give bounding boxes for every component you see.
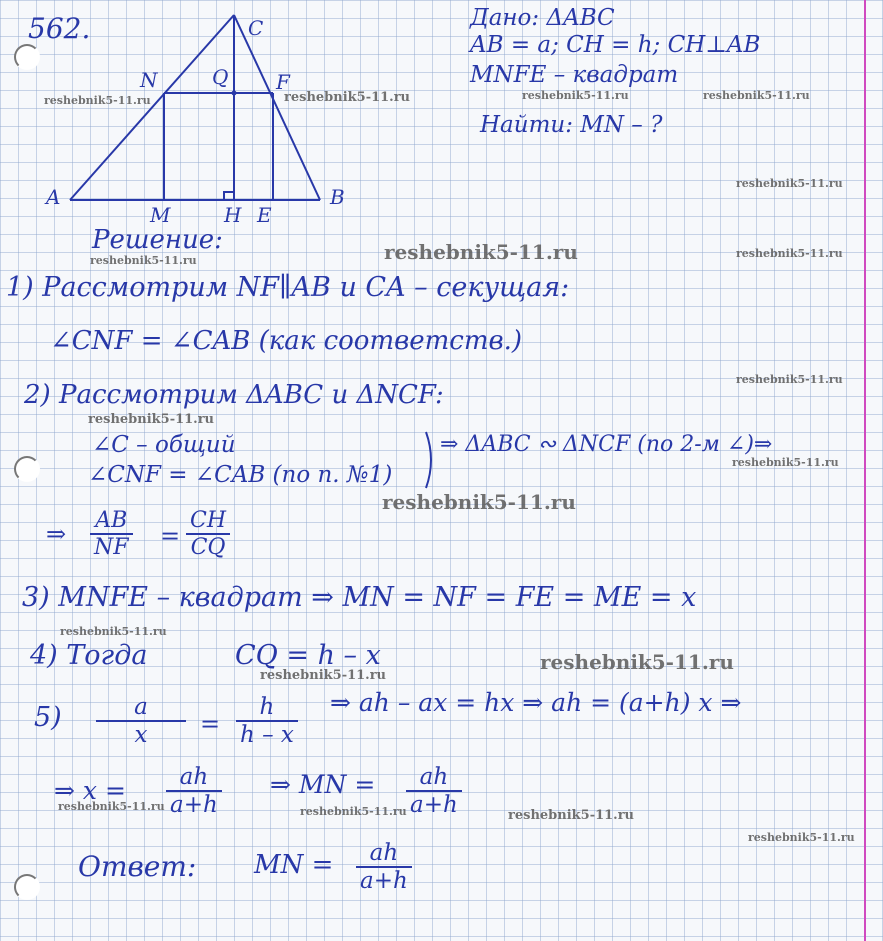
solution-x-numerator: ah bbox=[179, 764, 209, 790]
label-m: M bbox=[150, 203, 171, 227]
watermark: reshebnik5-11.ru bbox=[58, 800, 165, 813]
side-ac bbox=[70, 15, 234, 200]
binder-hole bbox=[14, 456, 40, 482]
find-line: Найти: MN – ? bbox=[480, 112, 663, 138]
step-3: 3) MNFE – квадрат ⇒ MN = NF = FE = ME = x bbox=[22, 582, 697, 613]
step-4-label: 4) Тогда bbox=[30, 640, 148, 671]
answer-denominator: a+h bbox=[360, 868, 408, 894]
step-1-line-1: 1) Рассмотрим NF∥AB и CA – секущая: bbox=[6, 272, 570, 303]
watermark: reshebnik5-11.ru bbox=[44, 94, 151, 107]
answer-label: Ответ: bbox=[78, 850, 197, 883]
solution-x-fraction bbox=[166, 764, 222, 818]
step-6-prefix: ⇒ x = bbox=[54, 776, 126, 805]
proportion-h-hx-numerator: h bbox=[259, 694, 275, 720]
solution-title: Решение: bbox=[92, 225, 223, 255]
solution-x-denominator: a+h bbox=[170, 792, 218, 818]
watermark: reshebnik5-11.ru bbox=[736, 247, 843, 260]
step-2-line-1: 2) Рассмотрим ΔABC и ΔNCF: bbox=[24, 380, 444, 410]
solution-mn-fraction bbox=[406, 764, 462, 818]
watermark: reshebnik5-11.ru bbox=[732, 456, 839, 469]
step-2-conclusion: ⇒ ΔABC ∾ ΔNCF (по 2-м ∠)⇒ bbox=[440, 432, 773, 457]
right-angle-mark bbox=[224, 192, 234, 200]
watermark: reshebnik5-11.ru bbox=[88, 412, 215, 427]
given-line-3: MNFE – квадрат bbox=[470, 62, 679, 88]
ratio-ab-nf-numerator: AB bbox=[95, 508, 128, 533]
answer-prefix: MN = bbox=[254, 850, 334, 880]
given-line-2: AB = a; CH = h; CH⊥AB bbox=[470, 32, 761, 58]
label-q: Q bbox=[212, 65, 229, 89]
step-2-line-2: ∠C – общий bbox=[92, 432, 236, 458]
watermark: reshebnik5-11.ru bbox=[703, 89, 810, 102]
problem-number: 562. bbox=[28, 12, 91, 45]
proportion-h-hx-denominator: h – x bbox=[240, 722, 294, 748]
proportion-equals: = bbox=[200, 710, 221, 738]
step-2-ratio-arrow: ⇒ bbox=[46, 520, 67, 548]
given-line-1: Дано: ΔABC bbox=[470, 5, 615, 31]
watermark: reshebnik5-11.ru bbox=[736, 177, 843, 190]
answer-fraction bbox=[356, 840, 412, 894]
watermark: reshebnik5-11.ru bbox=[382, 490, 576, 514]
ratio-ch-cq-denominator: CQ bbox=[190, 535, 226, 560]
step-5-label: 5) bbox=[34, 702, 62, 733]
ratio-ch-cq bbox=[186, 508, 230, 560]
proportion-a-x-denominator: x bbox=[134, 722, 148, 748]
step-2-brace bbox=[424, 430, 438, 490]
watermark: reshebnik5-11.ru bbox=[284, 90, 411, 105]
side-bc bbox=[234, 15, 320, 200]
watermark: reshebnik5-11.ru bbox=[522, 89, 629, 102]
watermark: reshebnik5-11.ru bbox=[384, 240, 578, 264]
solution-mn-denominator: a+h bbox=[410, 792, 458, 818]
notebook-margin-line bbox=[864, 0, 866, 941]
watermark: reshebnik5-11.ru bbox=[60, 625, 167, 638]
step-6-mn: ⇒ MN = bbox=[270, 770, 376, 799]
label-h: H bbox=[224, 203, 242, 227]
ratio-ch-cq-numerator: CH bbox=[190, 508, 227, 533]
ratio-ab-nf-denominator: NF bbox=[94, 535, 129, 560]
watermark: reshebnik5-11.ru bbox=[300, 805, 407, 818]
proportion-a-x bbox=[96, 694, 186, 748]
watermark: reshebnik5-11.ru bbox=[540, 650, 734, 674]
label-b: B bbox=[330, 185, 345, 209]
watermark: reshebnik5-11.ru bbox=[736, 373, 843, 386]
label-a: A bbox=[46, 185, 61, 209]
step-5-derivation: ⇒ ah – ax = hx ⇒ ah = (a+h) x ⇒ bbox=[330, 688, 742, 717]
step-1-line-2: ∠CNF = ∠CAB (как соответств.) bbox=[50, 326, 523, 356]
answer-numerator: ah bbox=[369, 840, 399, 866]
watermark: reshebnik5-11.ru bbox=[508, 808, 635, 823]
solution-mn-numerator: ah bbox=[419, 764, 449, 790]
ratio-ab-nf bbox=[90, 508, 133, 560]
proportion-a-x-numerator: a bbox=[134, 694, 148, 720]
watermark: reshebnik5-11.ru bbox=[260, 668, 387, 683]
proportion-h-hx bbox=[236, 694, 298, 748]
label-f: F bbox=[276, 70, 290, 94]
ratio-equals: = bbox=[160, 522, 181, 550]
label-c: C bbox=[248, 16, 264, 40]
binder-hole bbox=[14, 874, 40, 900]
label-n: N bbox=[140, 68, 158, 92]
label-e: E bbox=[257, 203, 272, 227]
watermark: reshebnik5-11.ru bbox=[748, 831, 855, 844]
watermark: reshebnik5-11.ru bbox=[90, 254, 197, 267]
point-q bbox=[232, 91, 237, 96]
step-4-expression: CQ = h – x bbox=[235, 640, 381, 671]
step-2-line-3: ∠CNF = ∠CAB (по п. №1) bbox=[88, 462, 393, 488]
